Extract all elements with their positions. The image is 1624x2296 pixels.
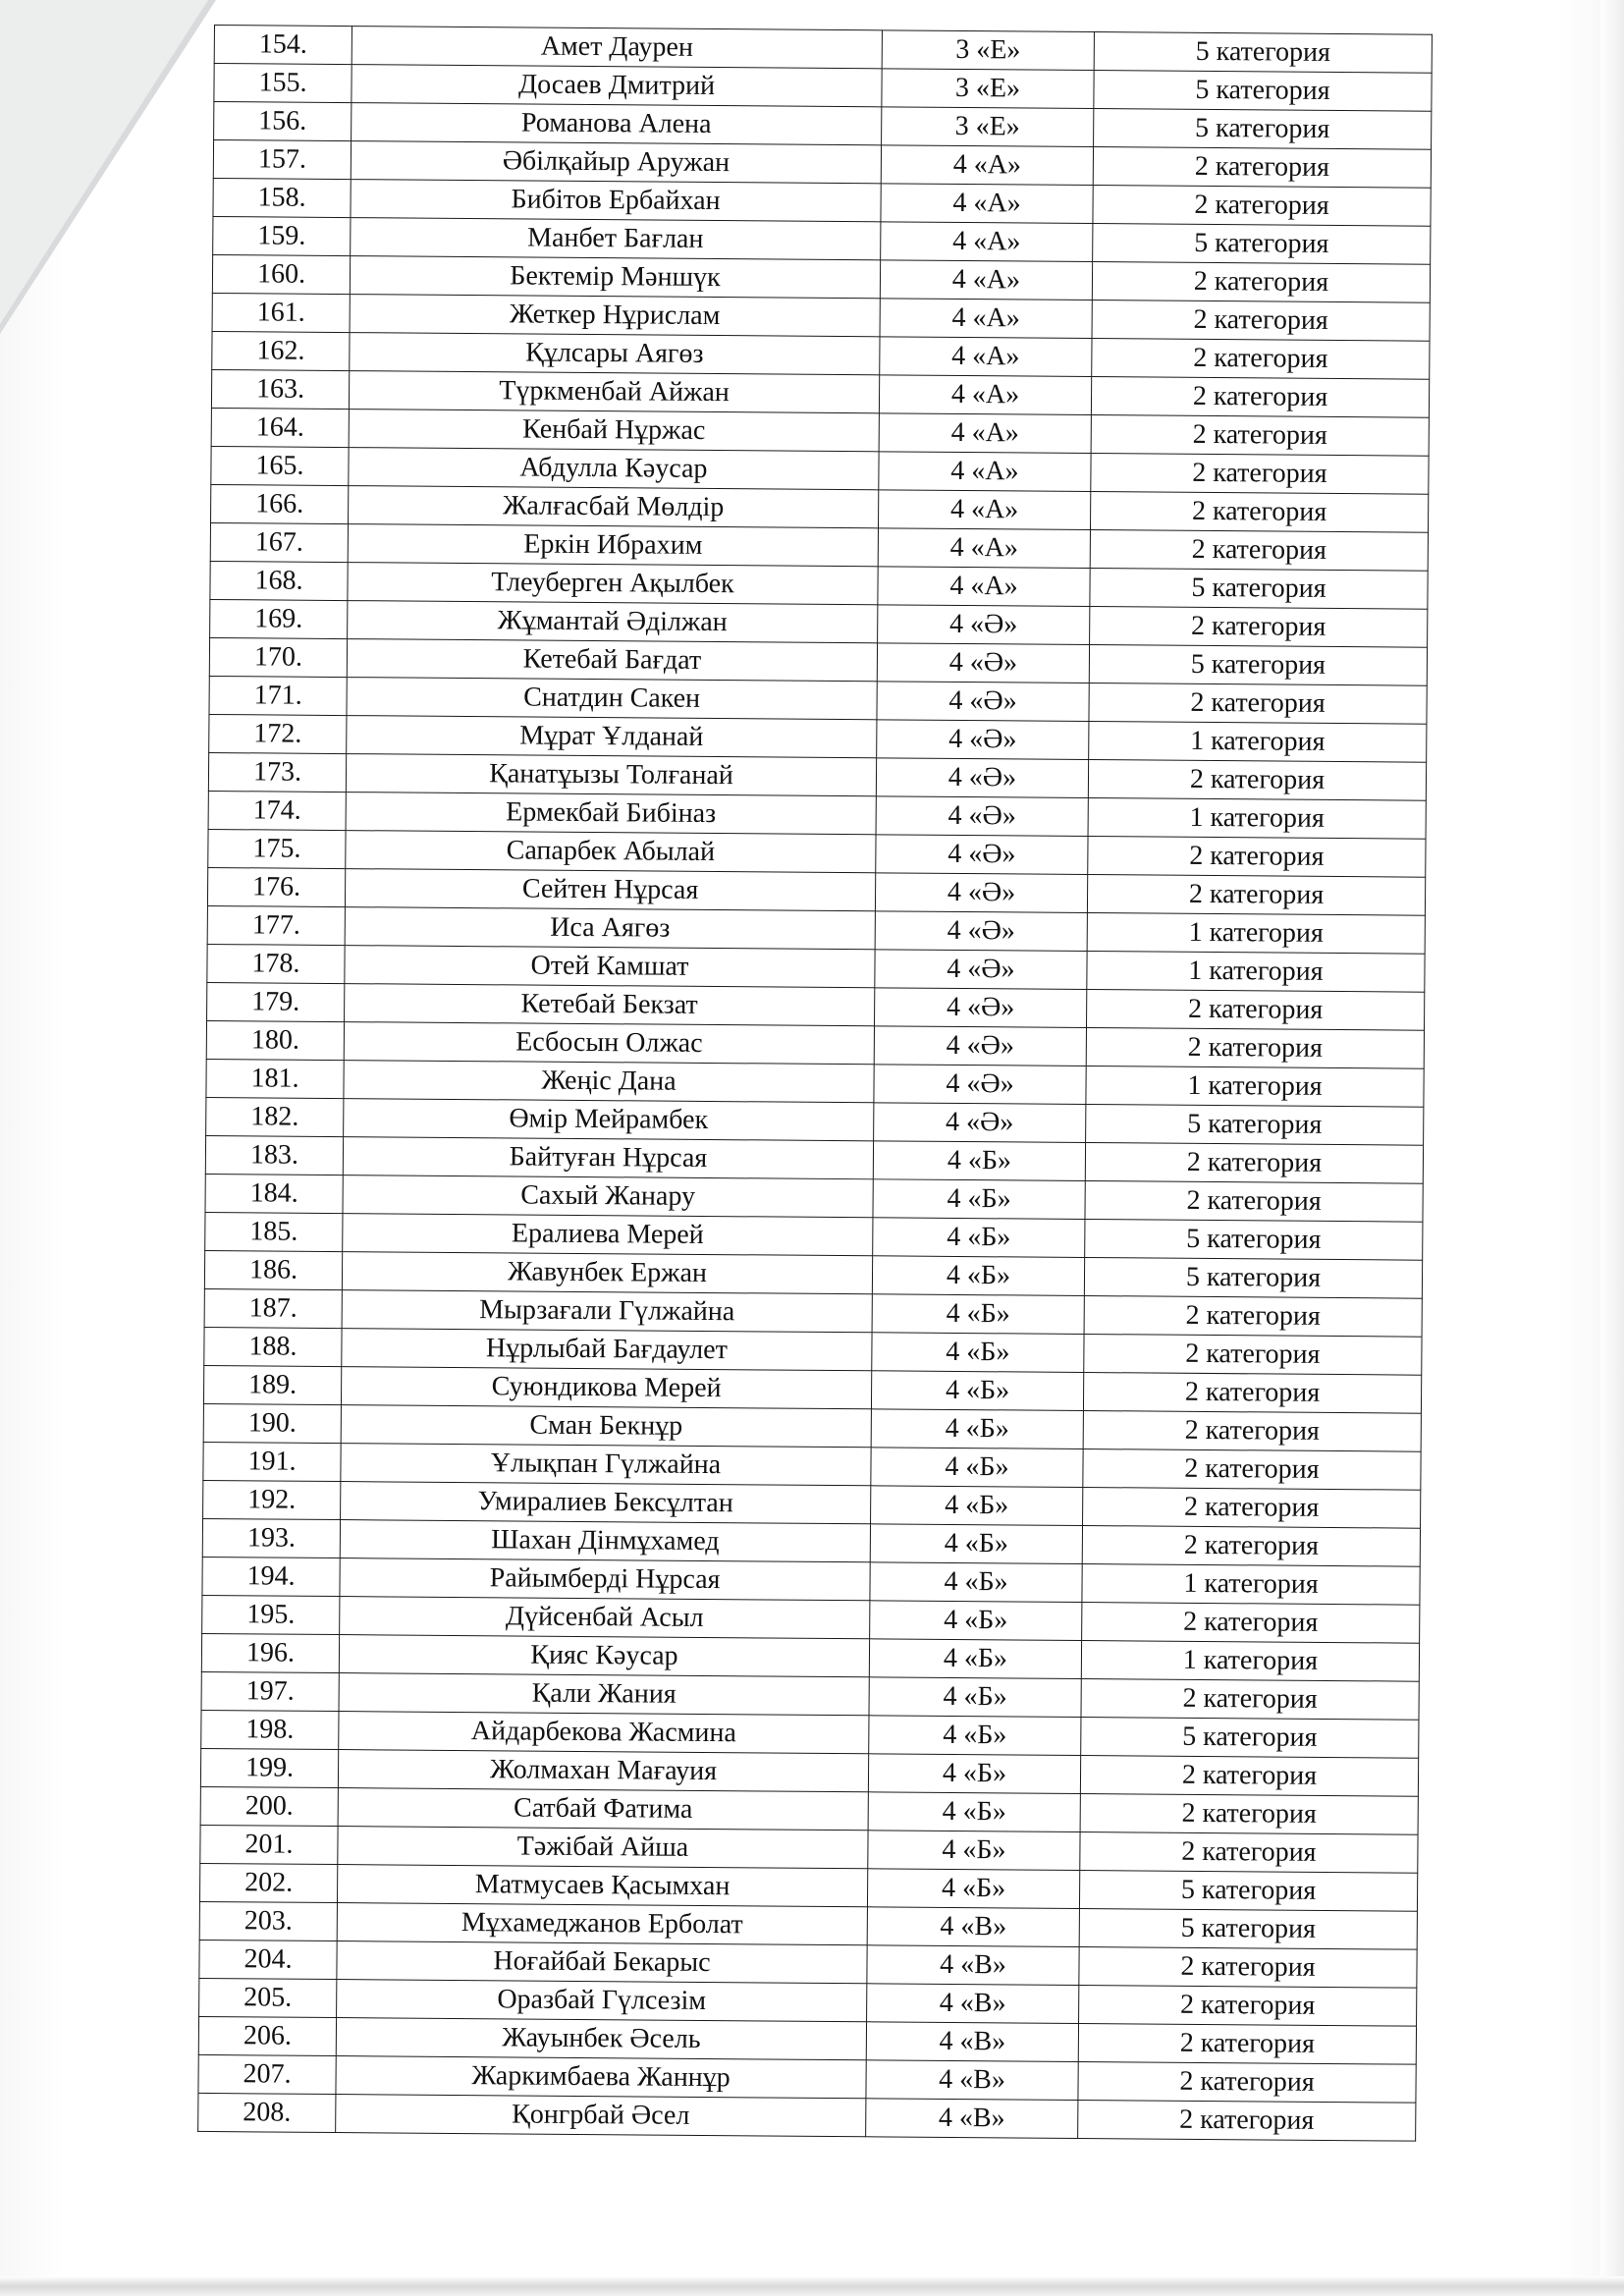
row-number: 165. [211,446,349,485]
row-number: 160. [212,254,350,294]
row-number: 172. [209,714,347,753]
category: 5 категория [1084,1258,1422,1299]
student-name: Жолмахан Мағауия [338,1750,868,1792]
row-number: 185. [205,1212,343,1251]
student-name: Сман Бекнұр [341,1405,871,1448]
row-number: 187. [204,1288,342,1328]
category: 2 категория [1088,760,1426,801]
row-number: 162. [212,331,350,370]
category: 2 категория [1087,990,1425,1031]
category: 2 категория [1090,530,1428,572]
student-name: Жаркимбаева Жаннұр [336,2056,866,2099]
row-number: 206. [198,2016,336,2055]
class-grade: 4 «А» [881,222,1093,262]
class-grade: 4 «А» [881,145,1093,186]
student-name: Мырзағали Гүлжайна [342,1290,872,1333]
student-name: Абдулла Кәусар [349,448,879,490]
row-number: 182. [206,1097,344,1136]
student-name: Оразбай Гүлсезім [337,1980,867,2022]
class-grade: 4 «А» [880,260,1092,301]
student-name: Қанатұызы Толғанай [346,754,876,796]
class-grade: 4 «А» [880,299,1092,339]
student-name: Матмусаев Қасымхан [337,1865,867,1907]
class-grade: 4 «Б» [869,1639,1081,1679]
row-number: 205. [199,1978,337,2017]
category: 1 категория [1089,722,1427,763]
class-grade: 4 «Б» [871,1409,1083,1449]
row-number: 180. [206,1020,344,1060]
row-number: 198. [201,1710,339,1749]
student-name: Мұхамеджанов Ерболат [337,1903,867,1945]
category: 5 категория [1079,1870,1417,1911]
class-grade: 4 «Б» [870,1524,1082,1564]
row-number: 156. [214,102,352,141]
row-number: 174. [208,791,346,830]
category: 1 категория [1087,952,1425,993]
student-name: Ермекбай Бибіназ [346,793,876,835]
category: 5 категория [1089,645,1427,686]
category: 5 категория [1090,569,1428,610]
class-grade: 4 «Б» [867,1869,1079,1909]
category: 5 категория [1086,1105,1424,1146]
class-grade: 4 «Б» [869,1716,1081,1756]
student-name: Жұмантай Әділжан [348,601,878,643]
student-name: Райымберді Нұрсая [340,1558,870,1601]
student-name: Бибітов Ербайхан [351,180,881,222]
class-grade: 4 «Ә» [877,720,1089,760]
class-grade: 4 «В» [866,2060,1078,2101]
row-number: 173. [208,752,346,792]
student-name: Романова Алена [352,103,882,145]
class-grade: 4 «Ә» [874,1103,1086,1143]
student-name: Байтуған Нұрсая [343,1137,873,1179]
student-name: Тлеуберген Ақылбек [348,563,878,605]
row-number: 193. [202,1518,340,1558]
class-grade: 4 «Ә» [875,950,1087,990]
student-name: Кетебай Бекзат [345,984,875,1026]
student-name: Дүйсенбай Асыл [340,1597,870,1639]
row-number: 154. [214,26,352,65]
row-number: 161. [212,293,350,332]
row-number: 184. [205,1174,343,1213]
student-name: Еркін Ибрахим [348,524,878,567]
category: 2 категория [1083,1372,1421,1413]
row-number: 202. [199,1863,337,1902]
row-number: 166. [211,484,349,523]
row-number: 183. [205,1135,343,1175]
class-grade: 4 «А» [879,375,1091,415]
row-number: 170. [209,637,347,677]
category: 2 категория [1089,683,1427,725]
row-number: 155. [214,64,352,103]
student-name: Құлсары Аягөз [350,333,880,375]
row-number: 207. [198,2054,336,2094]
student-name: Сапарбек Абылай [346,831,876,873]
class-grade: 4 «В» [866,2099,1078,2139]
row-number: 208. [198,2093,336,2132]
student-roster-table [197,25,1433,2142]
category: 2 категория [1087,875,1425,916]
category: 2 категория [1082,1602,1420,1643]
category: 5 категория [1085,1220,1423,1261]
category: 2 категория [1080,1793,1418,1834]
row-number: 191. [203,1442,341,1481]
student-name: Манбет Бағлан [351,218,881,260]
row-number: 186. [204,1250,342,1289]
category: 2 категория [1080,1831,1418,1873]
row-number: 192. [203,1480,341,1519]
category: 2 категория [1078,2023,1416,2064]
row-number: 194. [202,1557,340,1596]
class-grade: 4 «Ә» [874,1026,1086,1066]
class-grade: 4 «Б» [873,1141,1085,1181]
class-grade: 4 «А» [879,413,1091,454]
category: 2 категория [1079,1985,1417,2026]
student-name: Қонгрбай Әсел [336,2095,866,2137]
class-grade: 4 «Б» [871,1448,1083,1488]
category: 1 категория [1082,1563,1420,1605]
page-bottom-edge [0,2276,1624,2296]
class-grade: 4 «Б» [868,1754,1080,1794]
page-right-edge [1600,0,1624,2296]
row-number: 177. [207,905,345,945]
row-number: 175. [208,829,346,868]
category: 2 категория [1078,2100,1416,2141]
class-grade: 4 «Б» [870,1562,1082,1603]
class-grade: 4 «А» [881,184,1093,224]
class-grade: 4 «Б» [869,1677,1081,1718]
row-number: 181. [206,1059,344,1098]
student-name: Сатбай Фатима [338,1788,868,1831]
student-name: Ноғайбай Бекарыс [337,1941,867,1984]
class-grade: 4 «Ә» [876,796,1088,837]
category: 2 категория [1078,2061,1416,2103]
class-grade: 4 «А» [880,337,1092,377]
category: 2 категория [1083,1410,1421,1451]
student-name: Ералиева Мерей [343,1214,873,1256]
class-grade: 4 «Б» [873,1218,1085,1258]
student-name: Сейтен Нұрсая [345,869,875,911]
category: 2 категория [1082,1525,1420,1566]
row-number: 188. [204,1327,342,1366]
row-number: 169. [210,599,348,638]
student-name: Бектемір Мәншүк [350,256,880,299]
row-number: 195. [202,1595,340,1634]
student-name: Әбілқайыр Аружан [351,141,881,184]
category: 2 категория [1084,1296,1422,1338]
student-name: Иса Аягөз [345,907,875,950]
category: 2 категория [1090,607,1428,648]
category: 2 категория [1092,339,1430,380]
class-grade: 4 «Б» [872,1294,1084,1335]
class-grade: 4 «Ә» [875,911,1087,952]
row-number: 163. [211,369,349,409]
class-grade: 4 «А» [879,452,1091,492]
row-number: 200. [200,1786,338,1826]
category: 2 категория [1084,1335,1422,1376]
class-grade: 4 «Ә» [878,605,1090,645]
student-name: Амет Даурен [352,27,882,69]
category: 2 категория [1091,415,1429,457]
category: 5 категория [1093,224,1431,265]
student-name: Кенбай Нұржас [349,410,879,452]
category: 2 категория [1080,1755,1418,1796]
category: 2 категория [1088,837,1426,878]
row-number: 158. [213,178,351,217]
student-name: Қияс Кәусар [339,1635,869,1677]
class-grade: 4 «Ә» [877,643,1089,683]
student-name: Досаев Дмитрий [352,65,882,107]
category: 5 категория [1081,1717,1419,1758]
class-grade: 4 «Ә» [875,873,1087,913]
student-name: Жеткер Нұрислам [350,295,880,337]
student-name: Есбосын Олжас [344,1022,874,1065]
class-grade: 4 «Б» [871,1486,1083,1526]
row-number: 189. [203,1365,341,1404]
row-number: 157. [213,140,351,180]
class-grade: 4 «Ә» [876,835,1088,875]
class-grade: 4 «В» [866,2022,1078,2062]
category: 5 категория [1094,71,1432,112]
category: 2 категория [1092,301,1430,342]
category: 1 категория [1086,1066,1424,1108]
row-number: 159. [213,216,351,255]
class-grade: 4 «В» [867,1984,1079,2024]
category: 2 категория [1081,1678,1419,1720]
category: 2 категория [1091,454,1429,495]
category: 2 категория [1093,186,1431,227]
class-grade: 4 «В» [867,1945,1079,1986]
class-grade: 4 «А» [878,528,1090,569]
class-grade: 4 «Ә» [876,758,1088,798]
student-name: Қали Жания [339,1673,869,1716]
row-number: 171. [209,676,347,715]
category: 1 категория [1087,913,1425,955]
category: 2 категория [1083,1449,1421,1490]
student-name: Отей Камшат [345,946,875,988]
row-number: 204. [199,1940,337,1979]
class-grade: 3 «Е» [882,30,1094,71]
student-name: Суюндикова Мерей [341,1367,871,1409]
row-number: 196. [201,1633,339,1672]
student-name: Өмір Мейрамбек [344,1099,874,1141]
category: 2 категория [1085,1143,1423,1184]
class-grade: 4 «Б» [872,1333,1084,1373]
student-name: Ұлықпан Гүлжайна [341,1444,871,1486]
category: 2 категория [1085,1181,1423,1223]
class-grade: 4 «Б» [871,1371,1083,1411]
class-grade: 4 «Б» [870,1601,1082,1641]
student-name: Түркменбай Айжан [349,371,879,413]
category: 2 категория [1086,1028,1424,1069]
category: 5 категория [1094,32,1432,74]
row-number: 167. [210,522,348,562]
row-number: 168. [210,561,348,600]
student-name: Умиралиев Бексұлтан [341,1482,871,1524]
roster-body [198,26,1433,2142]
student-name: Снатдин Сакен [347,678,877,720]
class-grade: 4 «В» [867,1907,1079,1947]
class-grade: 4 «А» [878,567,1090,607]
category: 1 категория [1081,1640,1419,1681]
row-number: 197. [201,1671,339,1711]
class-grade: 4 «Б» [872,1256,1084,1296]
class-grade: 4 «А» [878,490,1090,530]
folded-corner-shadow [0,0,208,324]
class-grade: 3 «Е» [882,107,1094,147]
row-number: 179. [207,982,345,1021]
row-number: 203. [199,1901,337,1941]
student-name: Жавунбек Ержан [342,1252,872,1294]
student-name: Нұрлыбай Бағдаулет [342,1329,872,1371]
class-grade: 4 «Ә» [875,988,1087,1028]
category: 2 категория [1090,492,1428,533]
row-number: 190. [203,1403,341,1443]
student-name: Тәжібай Айша [338,1827,868,1869]
row-number: 176. [207,867,345,906]
class-grade: 4 «Б» [868,1831,1080,1871]
student-name: Кетебай Бағдат [347,639,877,682]
row-number: 199. [200,1748,338,1787]
student-name: Жалғасбай Мөлдір [349,486,879,528]
class-grade: 4 «Ә» [874,1065,1086,1105]
class-grade: 4 «Б» [873,1179,1085,1220]
category: 1 категория [1088,798,1426,840]
category: 5 категория [1094,109,1432,150]
class-grade: 4 «Б» [868,1792,1080,1832]
category: 5 категория [1079,1908,1417,1949]
student-name: Мұрат Ұлданай [347,716,877,758]
category: 2 категория [1079,1946,1417,1988]
category: 2 категория [1093,147,1431,189]
student-name: Шахан Дінмұхамед [340,1520,870,1562]
class-grade: 3 «Е» [882,69,1094,109]
row-number: 178. [207,944,345,983]
student-name: Жауынбек Әсель [336,2018,866,2060]
student-name: Жеңіс Дана [344,1061,874,1103]
student-name: Айдарбекова Жасмина [339,1712,869,1754]
category: 2 категория [1092,262,1430,303]
student-name: Сахый Жанару [343,1175,873,1218]
category: 2 категория [1083,1487,1421,1528]
row-number: 201. [200,1825,338,1864]
row-number: 164. [211,408,349,447]
category: 2 категория [1091,377,1429,418]
class-grade: 4 «Ә» [877,682,1089,722]
